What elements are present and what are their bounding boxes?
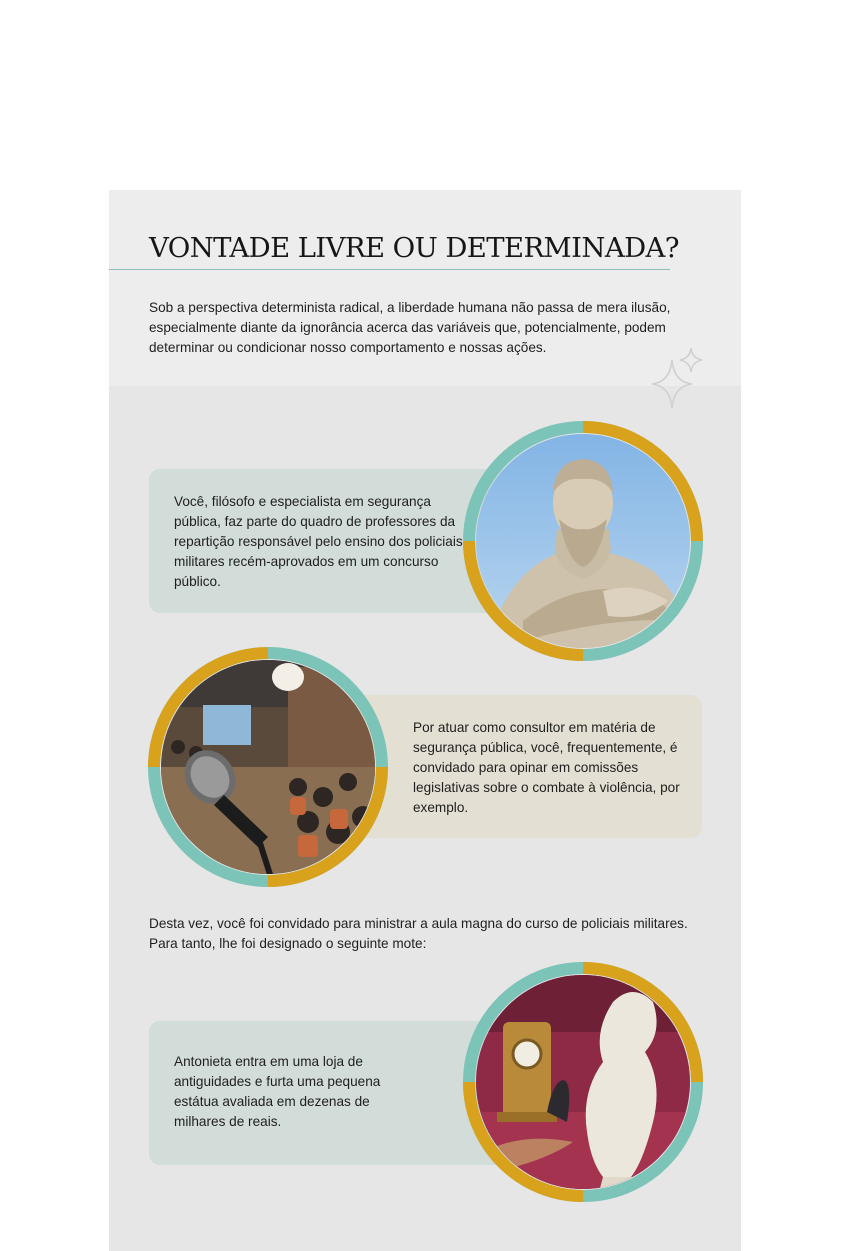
antiques-statue-image	[463, 962, 703, 1202]
assignment-paragraph: Desta vez, você foi convidado para ministrar a aula magna do curso de policiais militares. Para tanto, lhe foi designado o seguinte mote:	[149, 916, 688, 951]
sparkle-icon	[650, 348, 706, 412]
info-box-consultant-text: Por atuar como consultor em matéria de segurança pública, você, frequentemente, é convidado para opinar em comissões legislativas sobre o combate à violência, por exemplo.	[413, 720, 680, 815]
info-box-consultant	[352, 695, 702, 838]
conference-microphone-image	[148, 647, 388, 887]
intro-paragraph: Sob a perspectiva determinista radical, a liberdade humana não passa de mera ilusão, especialmente diante da ignorância acerca das variáveis que, potencialmente, podem determinar ou condicionar nosso comportamento e nossas ações.	[149, 300, 671, 355]
info-box-teacher-text: Você, filósofo e especialista em segurança pública, faz parte do quadro de professores da repartição responsável pelo ensino dos policiais militares recém-aprovados em um concurso público.	[174, 494, 463, 589]
philosopher-statue-image	[463, 421, 703, 661]
header-section	[109, 190, 741, 386]
title-underline	[109, 269, 670, 270]
info-box-case-text: Antonieta entra em uma loja de antiguidades e furta uma pequena estátua avaliada em dezenas de milhares de reais.	[174, 1054, 381, 1129]
content-card	[109, 190, 741, 1251]
page-title: VONTADE LIVRE OU DETERMINADA?	[149, 232, 679, 264]
